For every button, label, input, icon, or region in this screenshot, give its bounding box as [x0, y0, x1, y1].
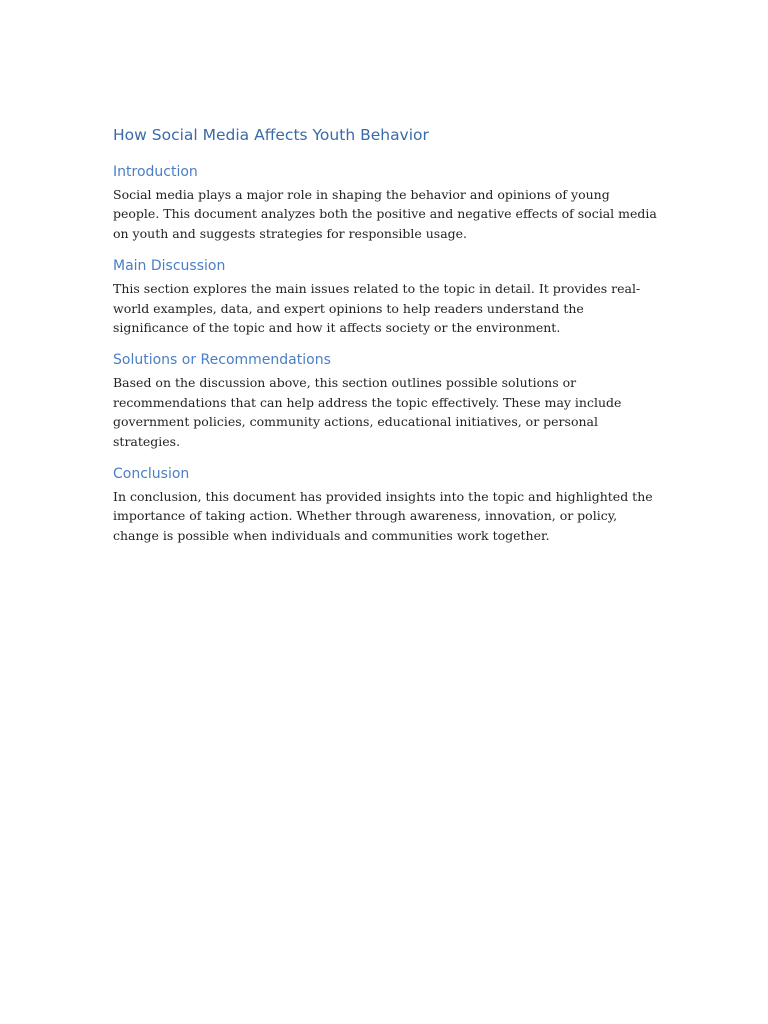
section-heading: Main Discussion [113, 258, 226, 275]
section-body: This section explores the main issues related to the topic in detail. It provides real-world examples, data, and expert opinions to help readers understand the significance of the topic and how it affects society or the environment. [113, 281, 641, 336]
section-heading: Solutions or Recommendations [113, 352, 331, 369]
section-heading: Conclusion [113, 466, 190, 483]
section-solutions [113, 350, 658, 451]
section-body: Based on the discussion above, this section outlines possible solutions or recommendations that can help address the topic effectively. These may include government policies, community actions, educational initiatives, or personal strategies. [113, 375, 622, 449]
section-introduction [113, 162, 658, 243]
document-title: How Social Media Affects Youth Behavior [113, 126, 429, 144]
section-conclusion [113, 464, 658, 545]
section-heading: Introduction [113, 164, 198, 180]
section-body: In conclusion, this document has provided insights into the topic and highlighted the importance of taking action. Whether through awareness, innovation, or policy, change is possible when individuals and communities work together. [113, 489, 653, 543]
document-page [113, 124, 658, 558]
section-main-discussion [113, 256, 658, 337]
section-body: Social media plays a major role in shaping the behavior and opinions of young people. This document analyzes both the positive and negative effects of social media on youth and suggests strategies for responsible usage. [113, 187, 657, 241]
